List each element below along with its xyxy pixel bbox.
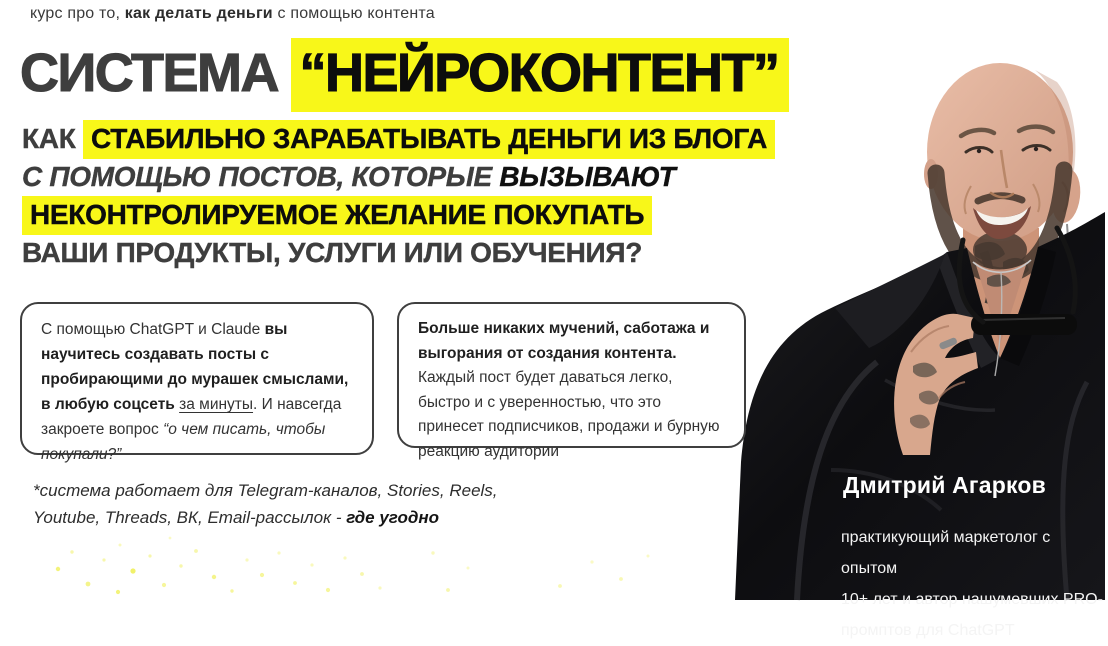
left-card-text-2: . И навсегда закроете вопрос	[41, 396, 342, 438]
footnote-text: *система работает для Telegram-каналов, Stories, Reels, Youtube, Threads, ВК, Email-рассылок -	[33, 481, 498, 527]
footnote	[33, 477, 541, 531]
person-bio	[841, 522, 1108, 646]
subhead-2-plain: С ПОМОЩЬЮ ПОСТОВ, КОТОРЫЕ	[22, 161, 500, 192]
subheadline-line-3	[22, 196, 775, 234]
subhead-1-highlight: СТАБИЛЬНО ЗАРАБАТЫВАТЬ ДЕНЬГИ ИЗ БЛОГА	[83, 120, 775, 159]
title-plain: СИСТЕМА	[20, 43, 292, 103]
person-name: Дмитрий Агарков	[843, 472, 1046, 498]
person-bio-line-3: промптов для ChatGPT	[841, 622, 1015, 639]
benefit-card-right	[397, 302, 746, 460]
intro-text-2: с помощью контента	[272, 5, 435, 22]
subhead-2-bold: ВЫЗЫВАЮТ	[499, 161, 676, 192]
intro-text-bold: как делать деньги	[124, 5, 273, 22]
left-card-text-italic: “о чем писать, чтобы покупали?”	[41, 421, 326, 463]
intro-line	[30, 5, 435, 23]
subhead-1-plain: КАК	[22, 123, 83, 154]
subheadline	[22, 120, 775, 272]
benefit-card-left	[20, 302, 374, 463]
title-highlighted: “НЕЙРОКОНТЕНТ”	[291, 38, 788, 112]
footnote-text-bold: где угодно	[346, 508, 439, 527]
left-card-text-1: С помощью ChatGPT и Claude	[41, 321, 265, 338]
subheadline-line-1	[22, 120, 775, 158]
portrait-photo	[735, 0, 1108, 600]
intro-text-1: курс про то,	[30, 5, 125, 22]
subheadline-line-4	[22, 234, 775, 272]
subheadline-line-2	[22, 158, 775, 196]
person-bio-line-1: практикующий маркетолог с опытом	[841, 529, 1051, 577]
subhead-3-highlight: НЕКОНТРОЛИРУЕМОЕ ЖЕЛАНИЕ ПОКУПАТЬ	[22, 196, 652, 235]
page-title	[20, 36, 789, 112]
left-card-text-underlined: за минуты	[179, 396, 254, 413]
subhead-4-plain: ВАШИ ПРОДУКТЫ, УСЛУГИ ИЛИ ОБУЧЕНИЯ?	[22, 237, 643, 268]
right-card-text: Каждый пост будет даваться легко, быстро и с уверенностью, что это принесет подписчиков, продажи и бурную реакцию аудитории	[418, 369, 720, 460]
right-card-text-bold: Больше никаких мучений, саботажа и выгорания от создания контента.	[418, 320, 710, 362]
person-bio-line-2: 10+ лет и автор нашумевших PRO-	[841, 591, 1103, 608]
left-card-text-bold: вы научитесь создавать посты с пробирающими до мурашек смыслами, в любую соцсеть	[41, 321, 349, 413]
